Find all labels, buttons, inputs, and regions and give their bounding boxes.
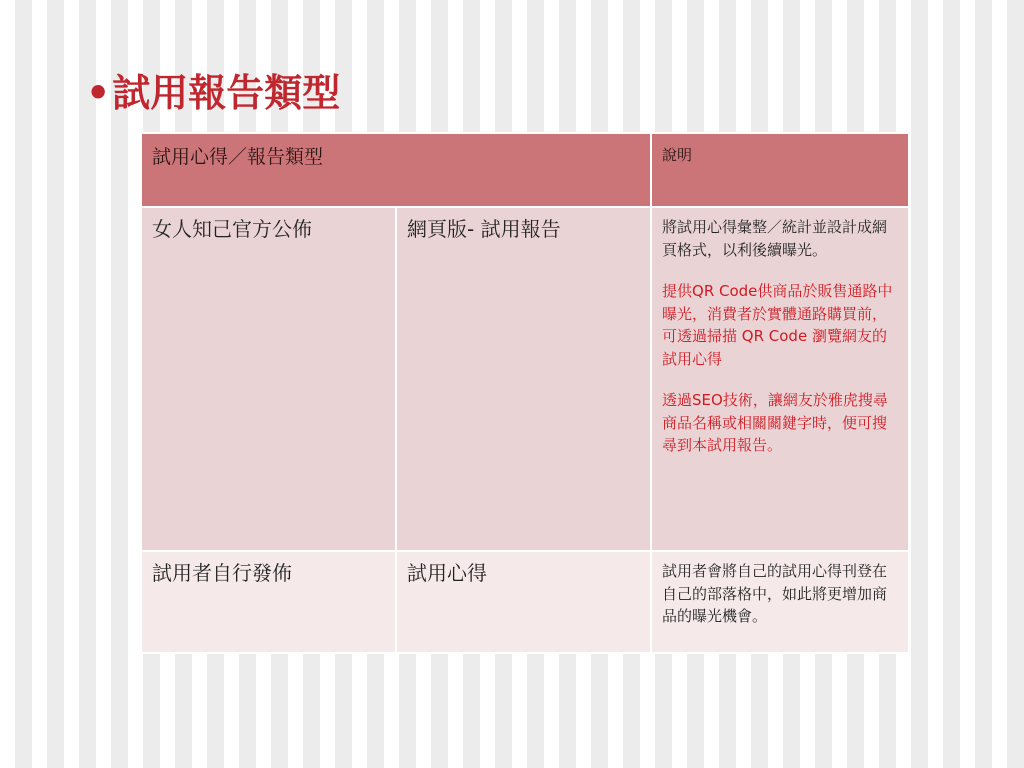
qr-code-paragraph: 提供QR Code供商品於販售通路中曝光，消費者於實體通路購買前，可透過掃描 QR Code 瀏覽網友的試用心得 <box>662 282 893 368</box>
seo-paragraph: 透過SEO技術，讓網友於雅虎搜尋商品名稱或相關關鍵字時，便可搜尋到本試用報告。 <box>662 391 888 454</box>
table-header-row <box>141 133 909 207</box>
source-cell: 女人知己官方公佈 <box>141 207 396 551</box>
header-type-cell: 試用心得／報告類型 <box>141 133 651 207</box>
table-row <box>141 207 909 551</box>
slide-title <box>86 62 340 117</box>
description-cell <box>651 207 909 551</box>
title-bullet: • <box>86 71 111 115</box>
description-cell <box>651 551 909 653</box>
format-cell: 網頁版- 試用報告 <box>396 207 651 551</box>
format-cell: 試用心得 <box>396 551 651 653</box>
description-paragraph: 試用者會將自己的試用心得刊登在自己的部落格中，如此將更增加商品的曝光機會。 <box>662 562 888 625</box>
header-description-cell: 說明 <box>651 133 909 207</box>
report-type-table <box>140 132 910 654</box>
source-cell: 試用者自行發佈 <box>141 551 396 653</box>
table-row <box>141 551 909 653</box>
description-paragraph: 將試用心得彙整／統計並設計成網頁格式，以利後續曝光。 <box>662 218 888 259</box>
title-text: 試用報告類型 <box>112 71 341 115</box>
